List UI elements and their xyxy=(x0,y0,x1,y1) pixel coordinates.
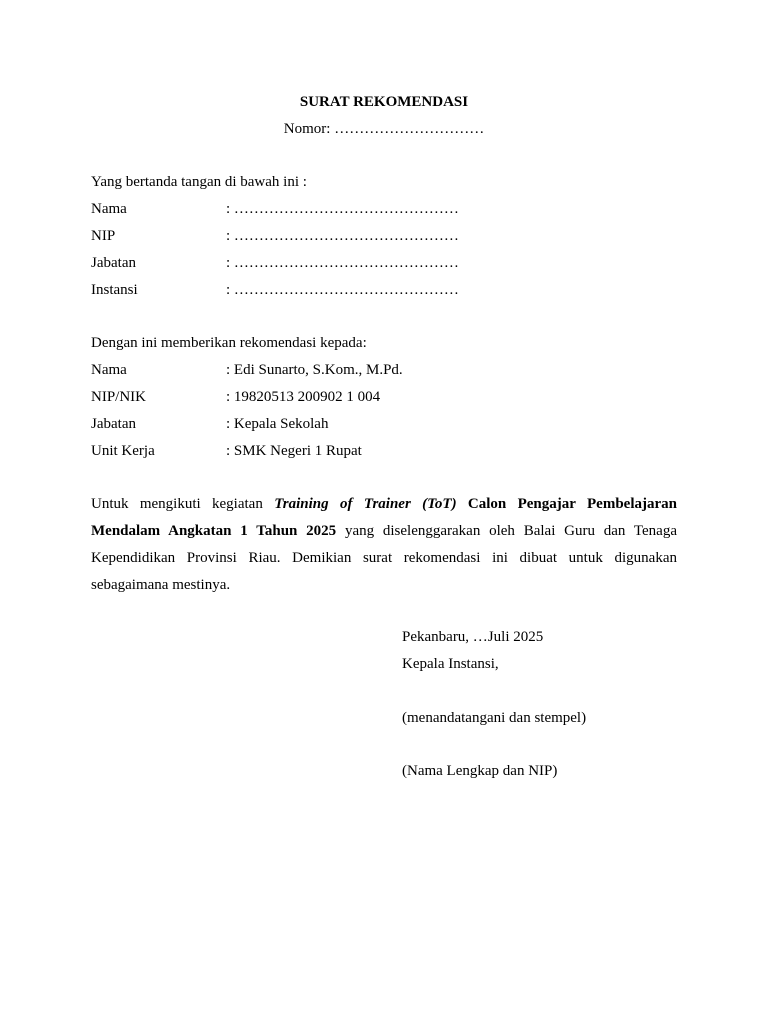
field-value: : SMK Negeri 1 Rupat xyxy=(226,443,362,459)
field-value: : 19820513 200902 1 004 xyxy=(226,389,381,405)
signer-field-nip xyxy=(91,226,651,246)
field-label: NIP xyxy=(91,228,116,244)
field-label: Nama xyxy=(91,201,127,217)
letter-number: Nomor: ………………………… xyxy=(283,121,485,137)
signer-field-jabatan xyxy=(91,253,651,273)
field-value: : Edi Sunarto, S.Kom., M.Pd. xyxy=(226,362,403,378)
field-label: Nama xyxy=(91,362,127,378)
signer-field-nama xyxy=(91,199,651,219)
field-label: Instansi xyxy=(91,282,138,298)
field-value: : Kepala Sekolah xyxy=(226,416,329,432)
field-value: : ……………………………………… xyxy=(226,201,459,217)
field-label: NIP/NIK xyxy=(91,389,146,405)
letter-title: SURAT REKOMENDASI xyxy=(299,94,469,110)
recipient-field-jabatan xyxy=(91,414,651,434)
recipient-intro: Dengan ini memberikan rekomendasi kepada: xyxy=(91,335,367,351)
body-text: Untuk mengikuti kegiatan xyxy=(91,496,275,512)
signature-place-date: Pekanbaru, …Juli 2025 xyxy=(402,629,544,645)
field-value: : ……………………………………… xyxy=(226,255,459,271)
body-paragraph xyxy=(91,491,677,599)
signature-sign-note: (menandatangani dan stempel) xyxy=(402,710,587,726)
recipient-field-nip xyxy=(91,387,651,407)
field-label: Unit Kerja xyxy=(91,443,155,459)
field-value: : ……………………………………… xyxy=(226,228,459,244)
signature-position: Kepala Instansi, xyxy=(402,656,499,672)
body-program-title: Calon Pengajar Pembelajaran Mendalam Angkatan 1 Tahun 2025 xyxy=(91,496,677,539)
recipient-field-unit-kerja xyxy=(91,441,651,461)
recipient-field-nama xyxy=(91,360,651,380)
field-label: Jabatan xyxy=(91,255,136,271)
signer-intro: Yang bertanda tangan di bawah ini : xyxy=(91,174,307,190)
field-value: : ……………………………………… xyxy=(226,282,459,298)
signer-field-instansi xyxy=(91,280,651,300)
body-program-name: Training of Trainer (ToT) xyxy=(274,496,457,512)
field-label: Jabatan xyxy=(91,416,136,432)
signature-name-note: (Nama Lengkap dan NIP) xyxy=(402,763,558,779)
body-text-closing: yang diselenggarakan oleh Balai Guru dan Tenaga Kependidikan Provinsi Riau. Demikian surat rekomendasi ini dibuat untuk digunakan sebagaimana mestinya. xyxy=(91,523,677,593)
